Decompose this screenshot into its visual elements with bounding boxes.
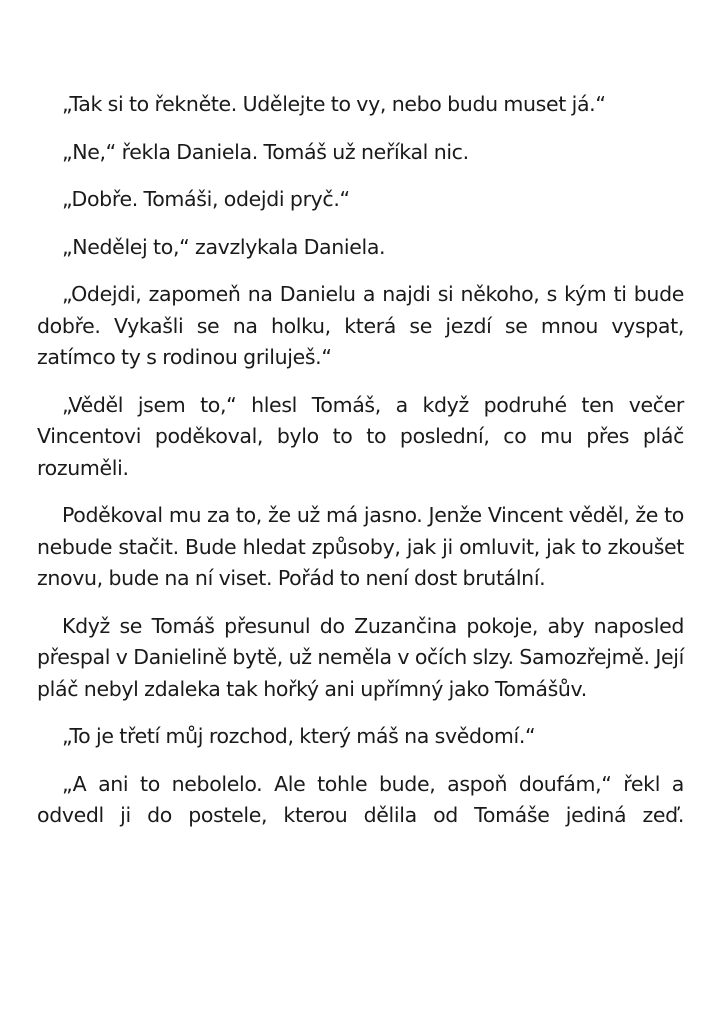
paragraph: „Tak si to řekněte. Udělejte to vy, nebo budu muset já.“ xyxy=(62,92,606,116)
paragraph: Když se Tomáš přesunul do Zuzančina pokoje, aby naposled přespal v Danielině bytě, už neměla v očích slzy. Samozřejmě. Její pláč nebyl zdaleka tak hořký ani upřímný jako Tomášův. xyxy=(37,613,684,701)
paragraph: „Ne,“ řekla Daniela. Tomáš už neříkal nic. xyxy=(62,139,469,164)
paragraph: „Nedělej to,“ zavzlykala Daniela. xyxy=(62,234,386,259)
paragraph: „A ani to nebolelo. Ale tohle bude, aspoň doufám,“ řekl a odvedl ji do postele, kterou dělila od Tomáše jediná zeď. xyxy=(37,771,684,827)
paragraph: „Odejdi, zapomeň na Danielu a najdi si někoho, s kým ti bude dobře. Vykašli se na holku, která se jezdí se mnou vyspat, zatímco ty s rodinou griluješ.“ xyxy=(37,282,684,369)
paragraph: „To je třetí můj rozchod, který máš na svědomí.“ xyxy=(62,724,536,748)
paragraph: „Věděl jsem to,“ hlesl Tomáš, a když podruhé ten večer Vincentovi poděkoval, bylo to to poslední, co mu přes pláč rozuměli. xyxy=(37,392,684,480)
paragraph: „Dobře. Tomáši, odejdi pryč.“ xyxy=(62,187,350,211)
paragraph: Poděkoval mu za to, že už má jasno. Jenže Vincent věděl, že to nebude stačit. Bude hledat způsoby, jak ji omluvit, jak to zkoušet znovu, bude na ní viset. Pořád to není dost brutální. xyxy=(37,503,684,590)
book-page-text xyxy=(37,89,684,848)
